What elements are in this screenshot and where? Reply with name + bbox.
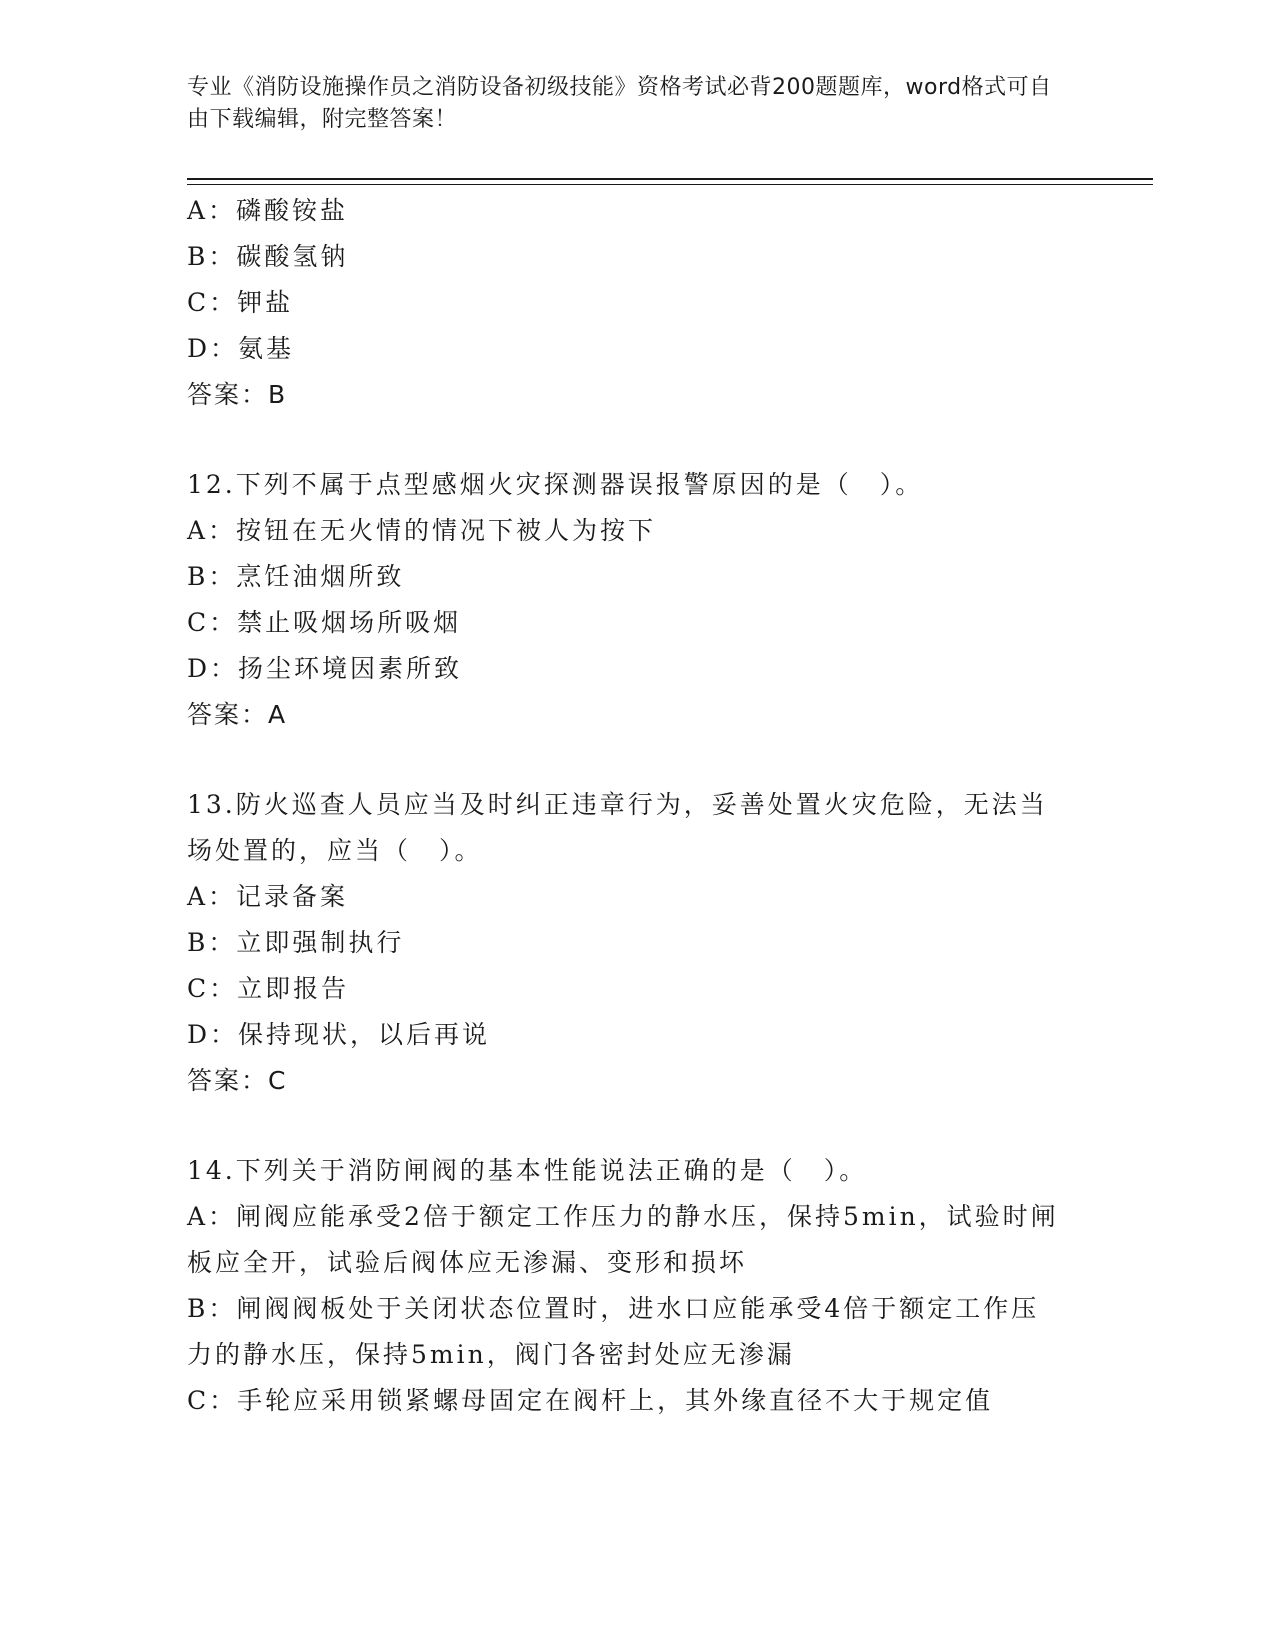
- option-a: A：记录备案: [187, 882, 349, 911]
- option-c: C：立即报告: [187, 974, 350, 1003]
- header-divider-thin: [187, 184, 1153, 185]
- option-a-line-2: 板应全开，试验后阀体应无渗漏、变形和损坏: [187, 1248, 748, 1277]
- question-text-line-2: 场处置的，应当（ ）。: [187, 836, 483, 865]
- option-d: D：扬尘环境因素所致: [187, 654, 463, 683]
- question-text: 12.下列不属于点型感烟火灾探测器误报警原因的是（ ）。: [187, 470, 924, 499]
- option-a: A：磷酸铵盐: [187, 196, 349, 225]
- question-14: [187, 1148, 1087, 1424]
- question-11-tail: [187, 188, 1087, 418]
- option-b: B：立即强制执行: [187, 928, 405, 957]
- option-a-line-1: A：闸阀应能承受2倍于额定工作压力的静水压，保持5min，试验时闸: [187, 1202, 1059, 1231]
- option-c: C：手轮应采用锁紧螺母固定在阀杆上，其外缘直径不大于规定值: [187, 1386, 994, 1415]
- option-b: B：碳酸氢钠: [187, 242, 349, 271]
- option-d: D：氨基: [187, 334, 295, 363]
- option-b-line-2: 力的静水压，保持5min，阀门各密封处应无渗漏: [187, 1340, 795, 1369]
- answer-line: 答案：B: [187, 380, 288, 409]
- answer-line: 答案：C: [187, 1066, 288, 1095]
- option-c: C：钾盐: [187, 288, 294, 317]
- option-c: C：禁止吸烟场所吸烟: [187, 608, 462, 637]
- document-intro: 专业《消防设施操作员之消防设备初级技能》资格考试必背200题题库，word格式可自由下载编辑，附完整答案！: [187, 75, 1052, 132]
- question-text: 14.下列关于消防闸阀的基本性能说法正确的是（ ）。: [187, 1156, 868, 1185]
- question-12: [187, 462, 1087, 738]
- answer-line: 答案：A: [187, 700, 288, 729]
- option-d: D：保持现状，以后再说: [187, 1020, 491, 1049]
- option-b-line-1: B：闸阀阀板处于关闭状态位置时，进水口应能承受4倍于额定工作压: [187, 1294, 1040, 1323]
- option-a: A：按钮在无火情的情况下被人为按下: [187, 516, 657, 545]
- question-13: [187, 782, 1087, 1104]
- option-b: B：烹饪油烟所致: [187, 562, 405, 591]
- question-text-line-1: 13.防火巡查人员应当及时纠正违章行为，妥善处置火灾危险，无法当: [187, 790, 1048, 819]
- header-divider-thick: [187, 178, 1153, 180]
- question-list: [187, 188, 1087, 1424]
